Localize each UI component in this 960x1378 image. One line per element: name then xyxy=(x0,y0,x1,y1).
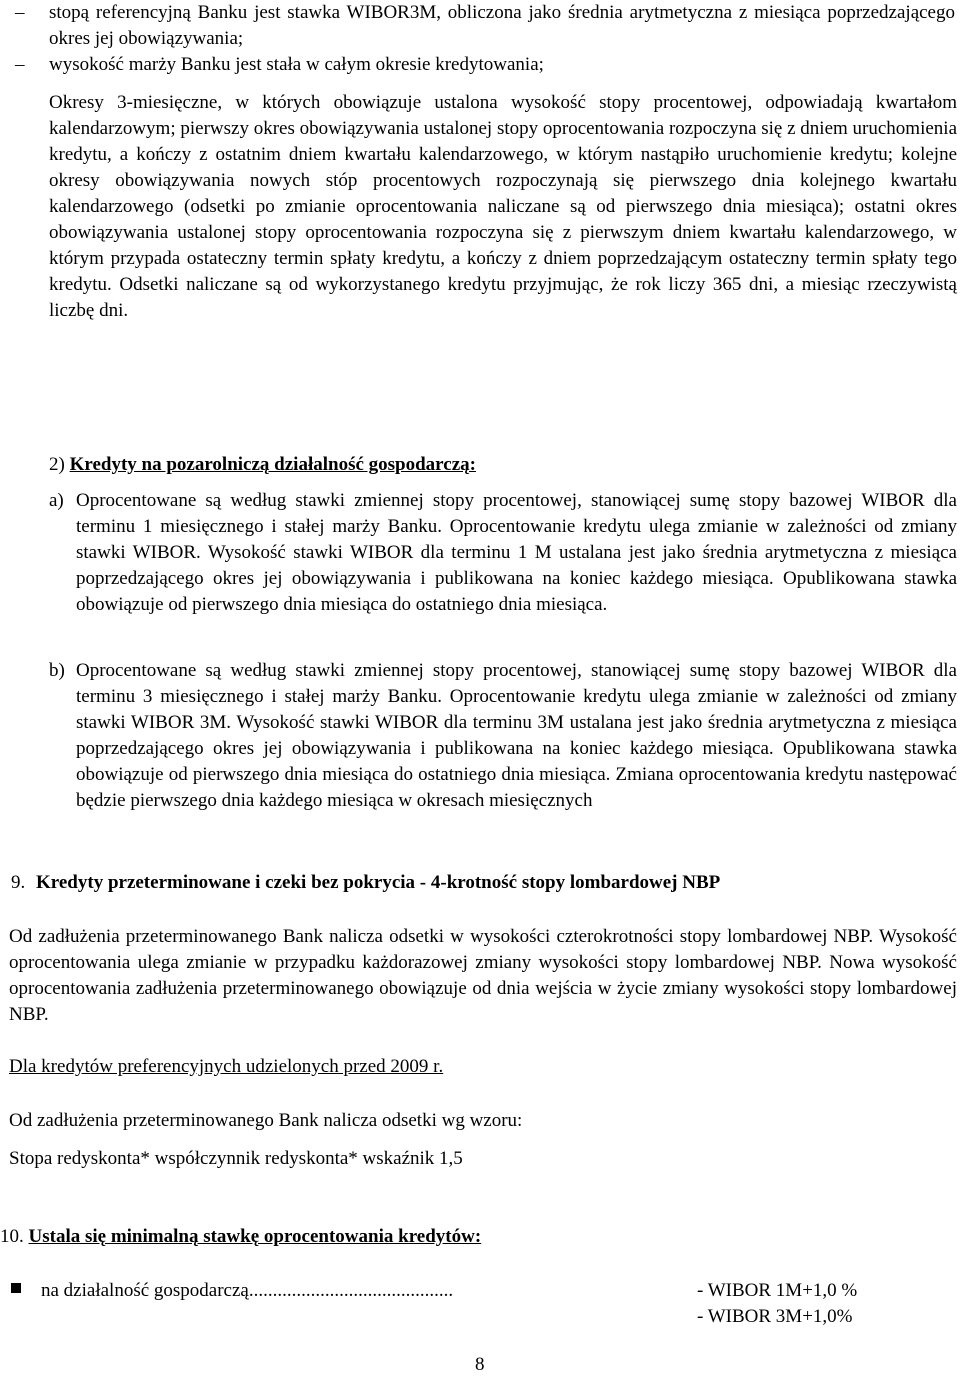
formula-intro: Od zadłużenia przeterminowanego Bank nalicza odsetki wg wzoru: xyxy=(9,1110,523,1131)
section-2-item-a xyxy=(49,488,957,618)
page-number: 8 xyxy=(475,1354,485,1375)
bullet-text: stopą referencyjną Banku jest stawka WIBOR3M, obliczona jako średnia arytmetyczna z miesiąca poprzedzającego okres jej obowiązywania; xyxy=(49,2,955,49)
bullet-text: wysokość marży Banku jest stała w całym okresie kredytowania; xyxy=(49,54,544,75)
section-2-heading xyxy=(49,452,476,478)
formula: Stopa redyskonta* współczynnik redyskonta* wskaźnik 1,5 xyxy=(9,1148,463,1169)
section-10-heading xyxy=(0,1224,481,1250)
section-10-title: Ustala się minimalną stawkę oprocentowania kredytów: xyxy=(28,1226,482,1247)
bullet-business-label: na działalność gospodarczą........................................... xyxy=(41,1280,454,1301)
dash-marker: – xyxy=(15,2,25,23)
item-label: b) xyxy=(49,660,65,681)
preferential-heading: Dla kredytów preferencyjnych udzielonych przed 2009 r. xyxy=(9,1056,444,1077)
rate-wibor-1m: - WIBOR 1M+1,0 % xyxy=(697,1280,858,1301)
periods-paragraph: Okresy 3-miesięczne, w których obowiązuje ustalona wysokość stopy procentowej, odpowiadają kwartałom kalendarzowym; pierwszy okres obowiązywania ustalonej stopy oprocentowania rozpoczyna się z dniem uruchomienia kredytu, a kończy z ostatnim dniem kwartału kalendarzowego, w którym nastąpiło uruchomienie kredytu; kolejne okresy obowiązywania nowych stóp procentowych rozpoczynają się pierwszego dnia kolejnego kwartału kalendarzowego (odsetki po zmianie oprocentowania naliczane są od pierwszego dnia miesiąca); ostatni okres obowiązywania ustalonej stopy oprocentowania rozpoczyna się z pierwszym dniem kwartału kalendarzowego, w którym przypada ostateczny termin spłaty kredytu, a kończy z dniem poprzedzającym ostateczny termin spłaty tego kredytu. Odsetki naliczane są od wykorzystanego kredytu przyjmując, że rok liczy 365 dni, a miesiąc rzeczywistą liczbę dni. xyxy=(49,92,958,321)
section-9-paragraph: Od zadłużenia przeterminowanego Bank nalicza odsetki w wysokości czterokrotności stopy lombardowej NBP. Wysokość oprocentowania ulega zmianie w przypadku każdorazowej zmiany wysokości stopy lombardowej NBP. Nowa wysokość oprocentowania zadłużenia przeterminowanego obowiązuje od dnia wejścia w życie zmiany wysokości stopy lombardowej NBP. xyxy=(9,926,957,1025)
rate-wibor-3m: - WIBOR 3M+1,0% xyxy=(697,1306,853,1327)
item-text: Oprocentowane są według stawki zmiennej stopy procentowej, stanowiącej sumę stopy bazowej WIBOR dla terminu 1 miesięcznego i stałej marży Banku. Oprocentowanie kredytu ulega zmianie w zależności od zmiany stawki WIBOR. Wysokość stawki WIBOR dla terminu 1 M ustalana jest jako średnia arytmetyczna z miesiąca poprzedzającego okres jej obowiązywania i publikowana na koniec każdego miesiąca. Opublikowana stawka obowiązuje od pierwszego dnia miesiąca do ostatniego dnia miesiąca. xyxy=(76,490,957,615)
item-label: a) xyxy=(49,490,64,511)
section-10-number: 10. xyxy=(0,1226,24,1247)
section-2-item-b xyxy=(49,658,957,814)
section-9-number: 9. xyxy=(11,872,26,893)
square-bullet-icon xyxy=(11,1283,21,1293)
section-9-heading xyxy=(11,870,720,896)
section-2-number: 2) xyxy=(49,454,65,475)
section-9-title: Kredyty przeterminowane i czeki bez pokrycia - 4-krotność stopy lombardowej NBP xyxy=(36,872,721,893)
section-2-title: Kredyty na pozarolniczą działalność gospodarczą: xyxy=(69,454,476,475)
dash-marker: – xyxy=(15,54,25,75)
item-text: Oprocentowane są według stawki zmiennej stopy procentowej, stanowiącej sumę stopy bazowej WIBOR dla terminu 3 miesięcznego i stałej marży Banku. Oprocentowanie kredytu ulega zmianie w zależności od zmiany stawki WIBOR 3M. Wysokość stawki WIBOR dla terminu 3M ustalana jest jako średnia arytmetyczna z miesiąca poprzedzającego okres jej obowiązywania i publikowana na koniec każdego miesiąca. Opublikowana stawka obowiązuje od pierwszego dnia miesiąca do ostatniego dnia miesiąca. Zmiana oprocentowania kredytu następować będzie pierwszego dnia każdego miesiąca w okresach miesięcznych xyxy=(76,660,957,811)
